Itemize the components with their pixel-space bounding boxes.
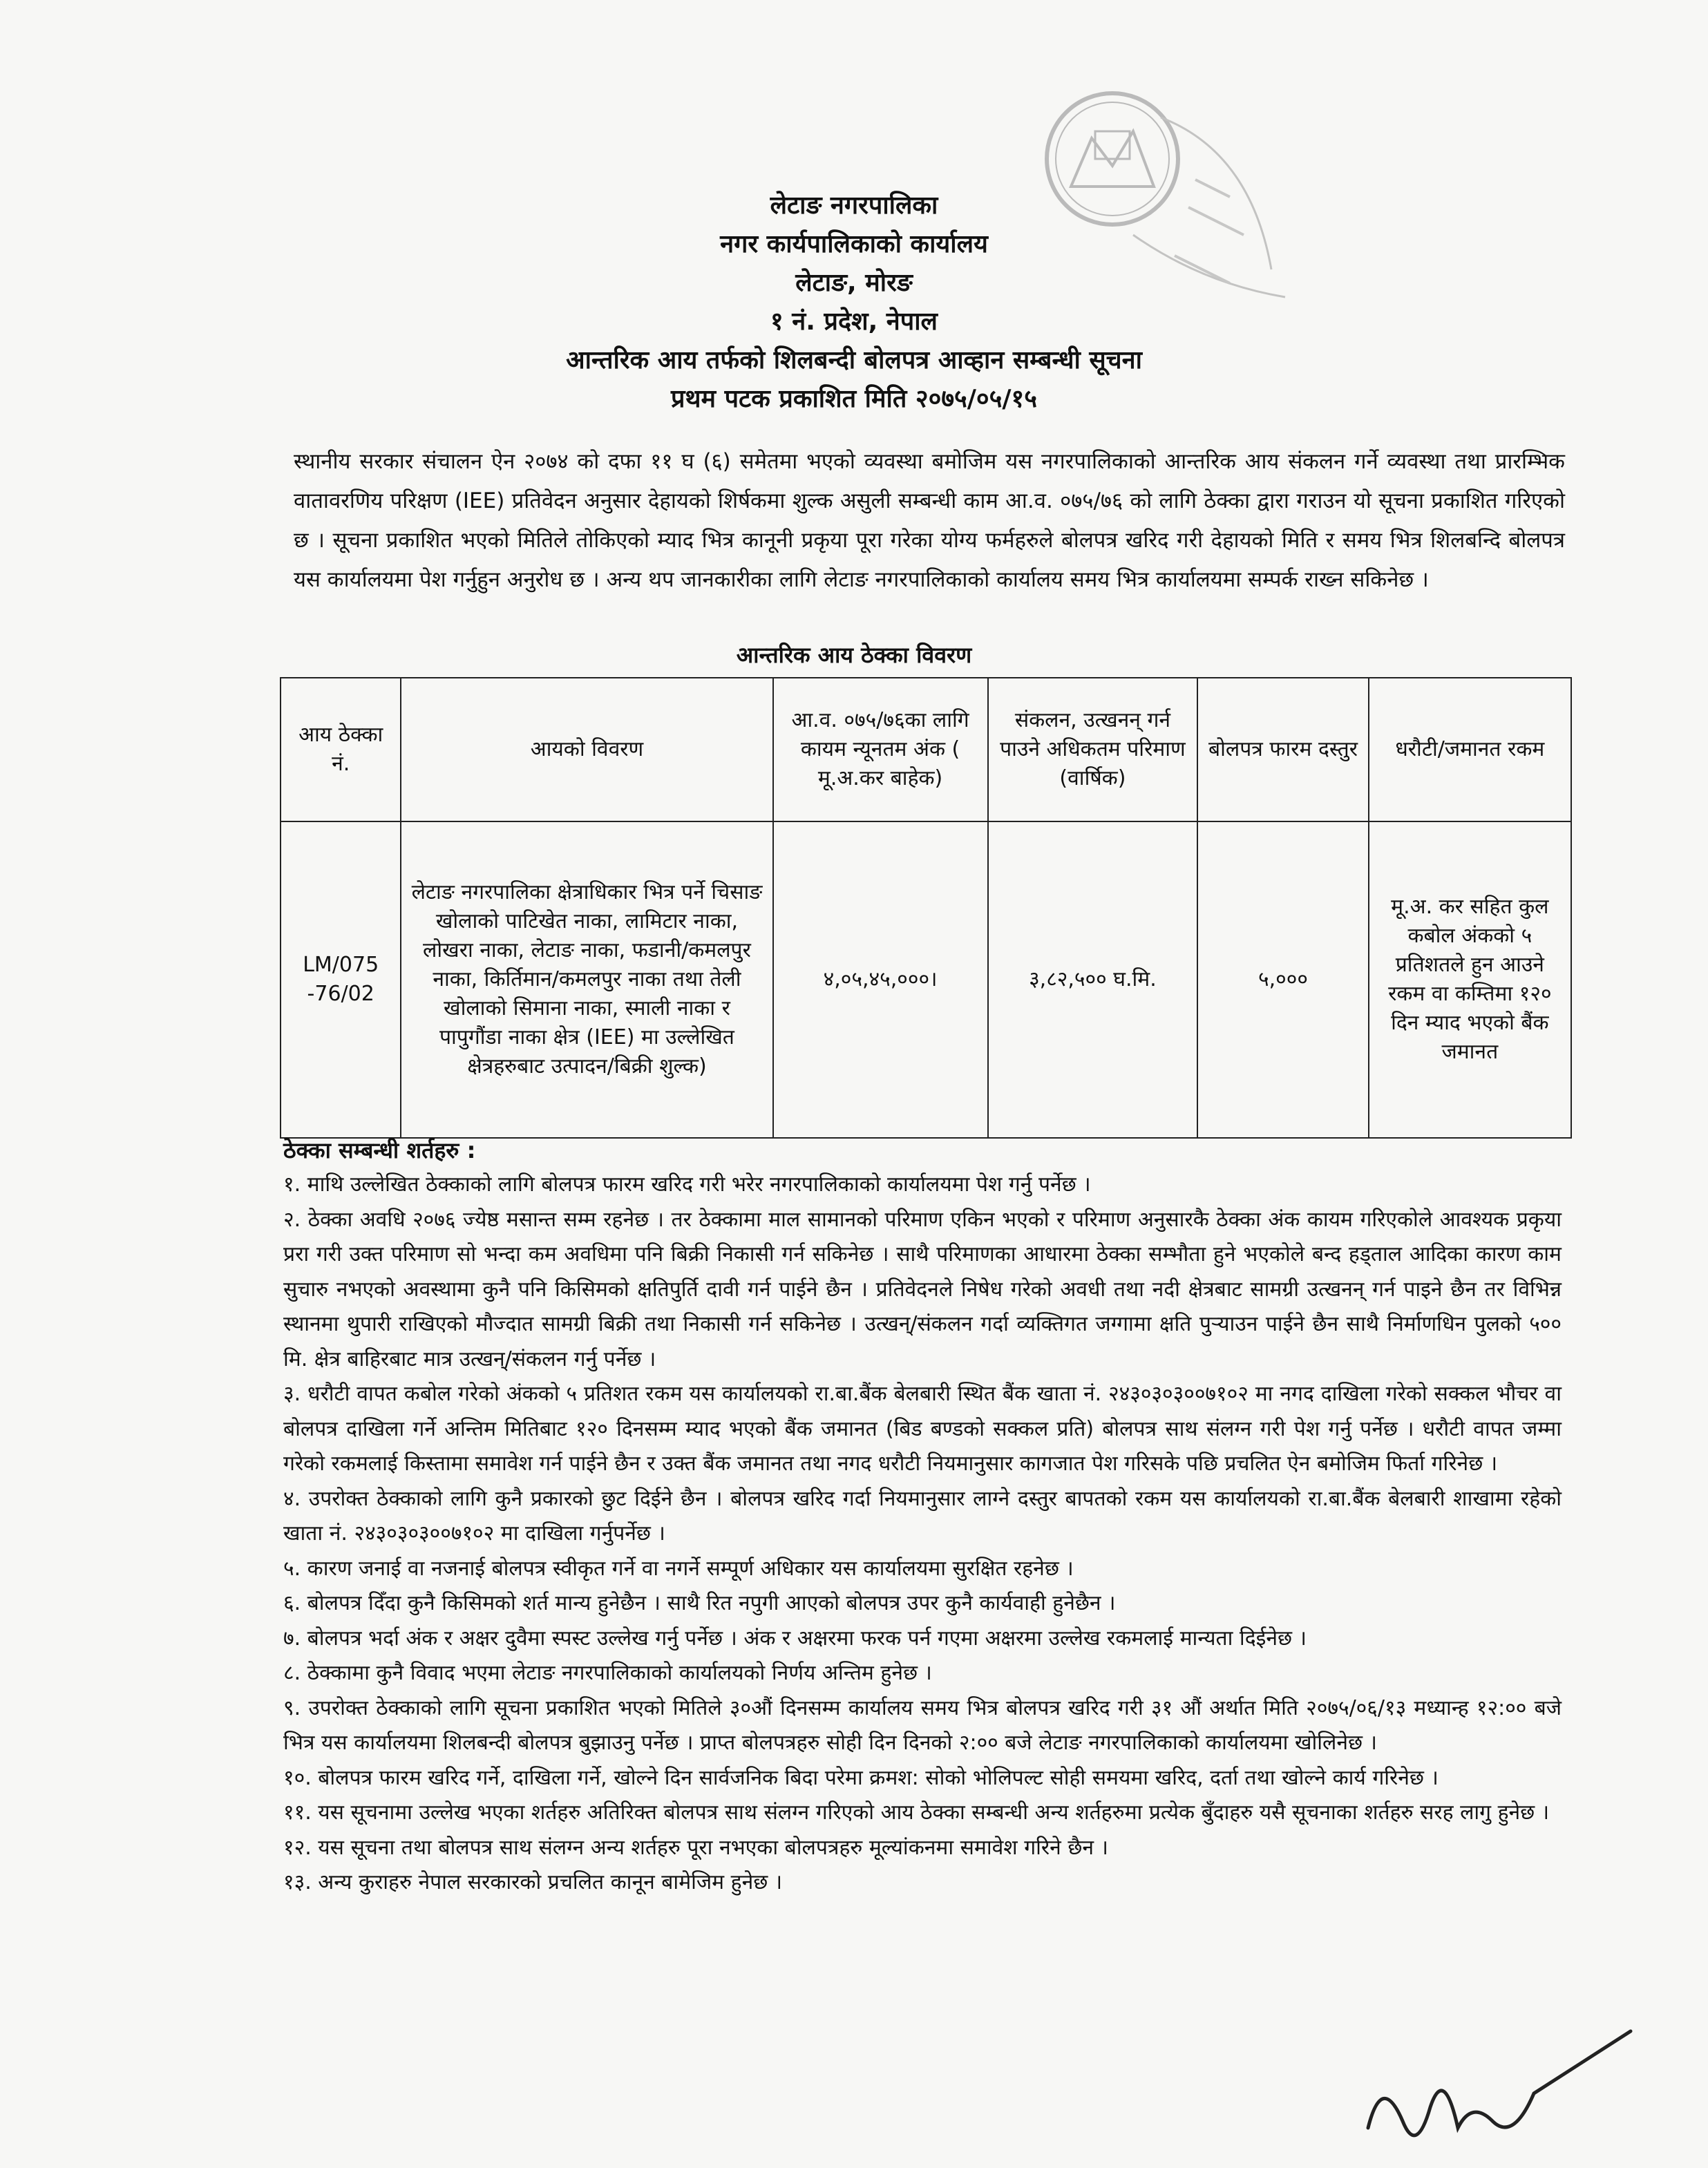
header-contract-no: आय ठेक्का नं.	[281, 678, 401, 821]
table-row	[281, 821, 1571, 1138]
notice-title: आन्तरिक आय तर्फको शिलबन्दी बोलपत्र आव्हान सम्बन्धी सूचना	[566, 346, 1142, 374]
table-caption: आन्तरिक आय ठेक्का विवरण	[736, 642, 972, 668]
cell-max-quantity: ३,८२,५०० घ.मि.	[988, 821, 1198, 1138]
header-deposit: धरौटी/जमानत रकम	[1369, 678, 1571, 821]
signature	[1354, 2024, 1644, 2162]
intro-paragraph: स्थानीय सरकार संचालन ऐन २०७४ को दफा ११ घ (६) समेतमा भएको व्यवस्था बमोजिम यस नगरपालिकाको आन्तरिक आय संकलन गर्ने व्यवस्था तथा प्रारम्भिक वातावरणिय परिक्षण (IEE) प्रतिवेदन अनुसार देहायको शिर्षकमा शुल्क असुली सम्बन्धी काम आ.व. ०७५/७६ को लागि ठेक्का द्वारा गराउन यो सूचना प्रकाशित गरिएको छ । सूचना प्रकाशित भएको मितिले तोकिएको म्याद भित्र कानूनी प्रकृया पूरा गरेका योग्य फर्महरुले बोलपत्र खरिद गरी देहायको मिति र समय भित्र शिलबन्दि बोलपत्र यस कार्यालयमा पेश गर्नुहुन अनुरोध छ । अन्य थप जानकारीका लागि लेटाङ नगरपालिकाको कार्यालय समय भित्र कार्यालयमा सम्पर्क राख्न सकिनेछ ।	[294, 449, 1565, 592]
province: १ नं. प्रदेश, नेपाल	[770, 307, 938, 336]
term-item: ६. बोलपत्र दिँदा कुनै किसिमको शर्त मान्य हुनेछैन । साथै रित नपुगी आएको बोलपत्र उपर कुनै कार्यवाही हुनेछैन ।	[283, 1591, 1116, 1615]
notice-header	[0, 187, 1708, 419]
header-form-fee: बोलपत्र फारम दस्तुर	[1197, 678, 1368, 821]
municipality-name: लेटाङ नगरपालिका	[770, 191, 938, 220]
header-minimum-amount: आ.व. ०७५/७६का लागि कायम न्यूनतम अंक ( मू.अ.कर बाहेक)	[773, 678, 988, 821]
term-item: १३. अन्य कुराहरु नेपाल सरकारको प्रचलित कानून बामेजिम हुनेछ ।	[283, 1870, 783, 1894]
term-item: ४. उपरोक्त ठेक्काको लागि कुनै प्रकारको छुट दिईने छैन । बोलपत्र खरिद गर्दा नियमानुसार लाग्ने दस्तुर बापतको रकम यस कार्यालयको रा.बा.बैंक बेलबारी शाखामा रहेको खाता नं. २४३०३०३००७१०२ मा दाखिला गर्नुपर्नेछ ।	[283, 1486, 1562, 1546]
header-description: आयको विवरण	[401, 678, 772, 821]
term-item: १०. बोलपत्र फारम खरिद गर्ने, दाखिला गर्ने, खोल्ने दिन सार्वजनिक बिदा परेमा क्रमश: सोको भोलिपल्ट सोही समयमा खरिद, दर्ता तथा खोल्ने कार्य गरिनेछ ।	[283, 1765, 1439, 1790]
terms-heading: ठेक्का सम्बन्धी शर्तहरु :	[283, 1137, 476, 1163]
term-item: ८. ठेक्कामा कुनै विवाद भएमा लेटाङ नगरपालिकाको कार्यालयको निर्णय अन्तिम हुनेछ ।	[283, 1661, 932, 1685]
cell-form-fee: ५,०००	[1197, 821, 1368, 1138]
term-item: १. माथि उल्लेखित ठेक्काको लागि बोलपत्र फारम खरिद गरी भरेर नगरपालिकाको कार्यालयमा पेश गर्नु पर्नेछ ।	[283, 1172, 1091, 1197]
table-header-row	[281, 678, 1571, 821]
terms-list	[283, 1168, 1562, 1901]
header-max-quantity: संकलन, उत्खनन् गर्न पाउने अधिकतम परिमाण (वार्षिक)	[988, 678, 1198, 821]
term-item: ३. धरौटी वापत कबोल गरेको अंकको ५ प्रतिशत रकम यस कार्यालयको रा.बा.बैंक बेलबारी स्थित बैंक खाता नं. २४३०३०३००७१०२ मा नगद दाखिला गरेको सक्कल भौचर वा बोलपत्र दाखिला गर्ने अन्तिम मितिबाट १२० दिनसम्म म्याद भएको बैंक जमानत (बिड बण्डको सक्कल प्रति) बोलपत्र साथ संलग्न गरी पेश गर्नु पर्नेछ । धरौटी वापत जम्मा गरेको रकमलाई किस्तामा समावेश गर्न पाईने छैन र उक्त बैंक जमानत तथा नगद धरौटी नियमानुसार कागजात पेश गरिसके पछि प्रचलित ऐन बमोजिम फिर्ता गरिनेछ ।	[283, 1382, 1562, 1476]
cell-description: लेटाङ नगरपालिका क्षेत्राधिकार भित्र पर्ने चिसाङ खोलाको पाटिखेत नाका, लामिटार नाका, लोखरा नाका, लेटाङ नाका, फडानी/कमलपुर नाका, किर्तिमान/कमलपुर नाका तथा तेली खोलाको सिमाना नाका, स्माली नाका र पापुगौंडा नाका क्षेत्र (IEE) मा उल्लेखित क्षेत्रहरुबाट उत्पादन/बिक्री शुल्क)	[401, 821, 772, 1138]
term-item: ७. बोलपत्र भर्दा अंक र अक्षर दुवैमा स्पस्ट उल्लेख गर्नु पर्नेछ । अंक र अक्षरमा फरक पर्न गएमा अक्षरमा उल्लेख रकमलाई मान्यता दिईनेछ ।	[283, 1626, 1307, 1651]
office-name: नगर कार्यपालिकाको कार्यालय	[720, 230, 988, 258]
contract-table	[280, 677, 1572, 1139]
term-item: १२. यस सूचना तथा बोलपत्र साथ संलग्न अन्य शर्तहरु पूरा नभएका बोलपत्रहरु मूल्यांकनमा समावेश गरिने छैन ।	[283, 1835, 1108, 1860]
term-item: ९. उपरोक्त ठेक्काको लागि सूचना प्रकाशित भएको मितिले ३०औं दिनसम्म कार्यालय समय भित्र बोलपत्र खरिद गरी ३१ औं अर्थात मिति २०७५/०६/१३ मध्यान्ह १२:०० बजे भित्र यस कार्यालयमा शिलबन्दी बोलपत्र बुझाउनु पर्नेछ । प्राप्त बोलपत्रहरु सोही दिन दिनको २:०० बजे लेटाङ नगरपालिकाको कार्यालयमा खोलिनेछ ।	[283, 1695, 1562, 1755]
office-location: लेटाङ, मोरङ	[795, 269, 913, 297]
publication-date: प्रथम पटक प्रकाशित मिति २०७५/०५/१५	[671, 385, 1037, 413]
cell-contract-no: LM/075 -76/02	[281, 821, 401, 1138]
cell-deposit: मू.अ. कर सहित कुल कबोल अंकको ५ प्रतिशतले हुन आउने रकम वा कम्तिमा १२० दिन म्याद भएको बैंक जमानत	[1369, 821, 1571, 1138]
cell-minimum-amount: ४,०५,४५,०००।	[773, 821, 988, 1138]
term-item: ११. यस सूचनामा उल्लेख भएका शर्तहरु अतिरिक्त बोलपत्र साथ संलग्न गरिएको आय ठेक्का सम्बन्धी अन्य शर्तहरुमा प्रत्येक बुँदाहरु यसै सूचनाका शर्तहरु सरह लागु हुनेछ ।	[283, 1800, 1550, 1825]
term-item: २. ठेक्का अवधि २०७६ ज्येष्ठ मसान्त सम्म रहनेछ । तर ठेक्कामा माल सामानको परिमाण एकिन भएको र परिमाण अनुसारकै ठेक्का अंक कायम गरिएकोले आवश्यक प्रकृया प्ररा गरी उक्त परिमाण सो भन्दा कम अवधिमा पनि बिक्री निकासी गर्न सकिनेछ । साथै परिमाणका आधारमा ठेक्का सम्भौता हुने भएकोले बन्द हड्ताल आदिका कारण काम सुचारु नभएको अवस्थामा कुनै पनि किसिमको क्षतिपुर्ति दावी गर्न पाईने छैन । प्रतिवेदनले निषेध गरेको अवधी तथा नदी क्षेत्रबाट सामग्री उत्खनन् गर्न पाइने छैन तर विभिन्न स्थानमा थुपारी राखिएको मौज्दात सामग्री बिक्री तथा निकासी गर्न सकिनेछ । उत्खन्/संकलन गर्दा व्यक्तिगत जग्गामा क्षति पुर्‍याउन पाईने छैन साथै निर्माणधिन पुलको ५०० मि. क्षेत्र बाहिरबाट मात्र उत्खन्/संकलन गर्नु पर्नेछ ।	[283, 1207, 1562, 1371]
term-item: ५. कारण जनाई वा नजनाई बोलपत्र स्वीकृत गर्ने वा नगर्ने सम्पूर्ण अधिकार यस कार्यालयमा सुरक्षित रहनेछ ।	[283, 1556, 1074, 1581]
